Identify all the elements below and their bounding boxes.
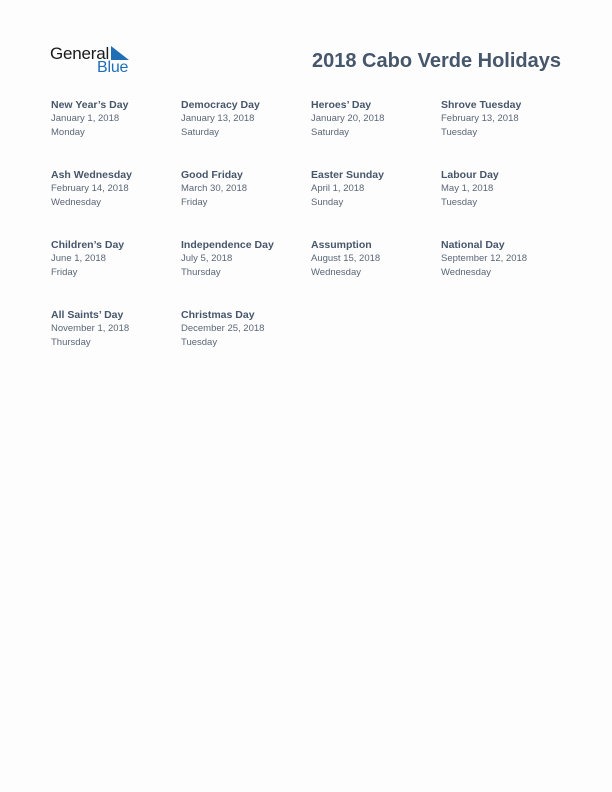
holiday-name: New Year’s Day [51, 99, 129, 111]
holiday-weekday: Wednesday [441, 266, 491, 278]
holiday-item [181, 308, 311, 378]
holiday-name: Labour Day [441, 169, 499, 181]
holiday-item [441, 238, 571, 308]
holiday-weekday: Thursday [181, 266, 221, 278]
holiday-weekday: Wednesday [311, 266, 361, 278]
holiday-item [441, 168, 571, 238]
holiday-item [51, 308, 181, 378]
holiday-weekday: Saturday [181, 126, 220, 138]
holiday-item [181, 168, 311, 238]
logo-triangle-icon [111, 46, 129, 60]
holiday-item [311, 238, 441, 308]
holiday-date: November 1, 2018 [51, 323, 130, 334]
holiday-weekday: Tuesday [441, 126, 478, 138]
holiday-date: January 1, 2018 [51, 113, 120, 124]
holiday-weekday: Friday [181, 196, 208, 208]
holiday-date: February 13, 2018 [441, 113, 519, 124]
holiday-weekday: Wednesday [51, 196, 101, 208]
holiday-item [51, 238, 181, 308]
holiday-item [181, 238, 311, 308]
holiday-name: Assumption [311, 239, 372, 251]
holiday-date: August 15, 2018 [311, 253, 381, 264]
holiday-name: Independence Day [181, 239, 274, 251]
holiday-weekday: Monday [51, 126, 85, 138]
holiday-item [51, 98, 181, 168]
holiday-weekday: Tuesday [181, 336, 218, 348]
holiday-name: National Day [441, 239, 505, 251]
holiday-date: February 14, 2018 [51, 183, 129, 194]
holiday-name: Children’s Day [51, 239, 125, 251]
holiday-weekday: Thursday [51, 336, 91, 348]
holiday-name: Christmas Day [181, 309, 255, 321]
holiday-date: June 1, 2018 [51, 253, 106, 264]
holiday-weekday: Friday [51, 266, 78, 278]
holiday-item [311, 98, 441, 168]
holiday-date: January 13, 2018 [181, 113, 255, 124]
holiday-item [181, 98, 311, 168]
holiday-weekday: Tuesday [441, 196, 478, 208]
holiday-name: Good Friday [181, 169, 243, 181]
holiday-name: Heroes’ Day [311, 99, 372, 111]
holiday-item [311, 168, 441, 238]
holiday-date: May 1, 2018 [441, 183, 494, 194]
holiday-date: July 5, 2018 [181, 253, 233, 264]
holiday-name: Shrove Tuesday [441, 99, 522, 111]
holiday-name: Democracy Day [181, 99, 260, 111]
holiday-name: Easter Sunday [311, 169, 384, 181]
holiday-date: September 12, 2018 [441, 253, 528, 264]
holiday-weekday: Saturday [311, 126, 350, 138]
page-title: 2018 Cabo Verde Holidays [311, 50, 561, 72]
generalblue-logo[interactable] [50, 44, 140, 78]
logo-general-text: General [50, 44, 110, 63]
holiday-grid [51, 98, 571, 378]
holiday-name: All Saints’ Day [51, 309, 124, 321]
holiday-date: April 1, 2018 [311, 183, 365, 194]
holiday-name: Ash Wednesday [51, 169, 132, 181]
holiday-date: December 25, 2018 [181, 323, 265, 334]
logo-blue-text: Blue [97, 59, 129, 76]
holiday-date: March 30, 2018 [181, 183, 248, 194]
holiday-date: January 20, 2018 [311, 113, 385, 124]
holiday-item [51, 168, 181, 238]
holiday-weekday: Sunday [311, 196, 344, 208]
holiday-item [441, 98, 571, 168]
